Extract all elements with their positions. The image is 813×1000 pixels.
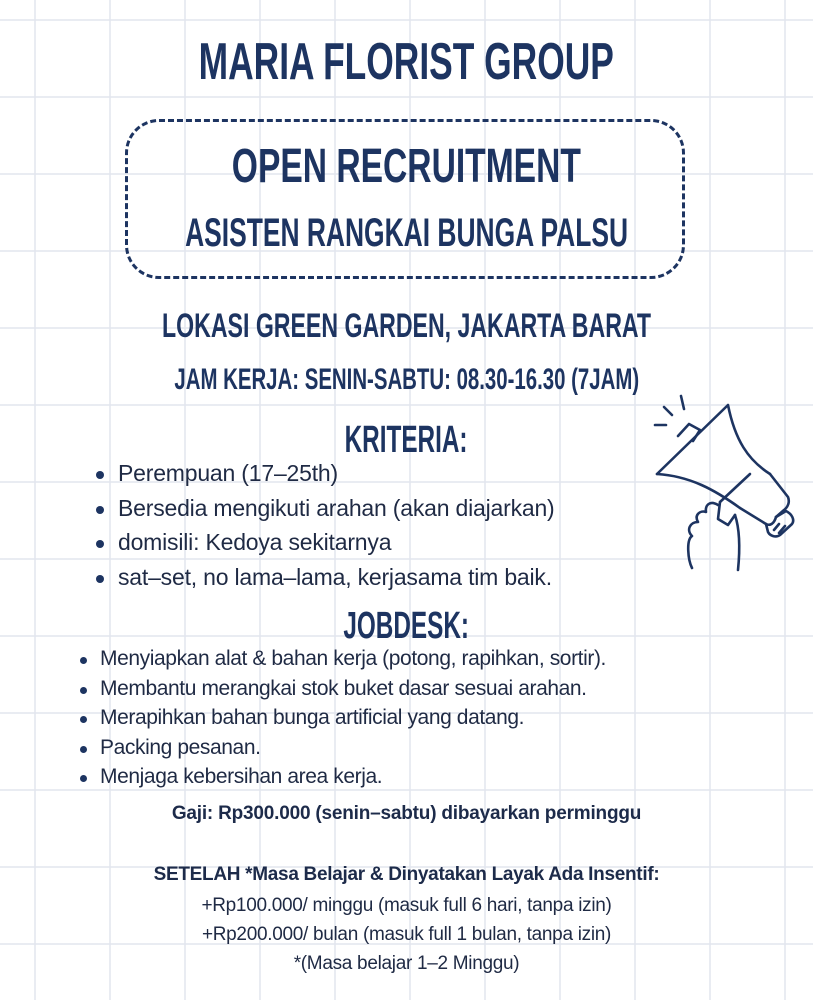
criteria-list	[96, 456, 555, 594]
criteria-item	[96, 491, 555, 526]
jobdesk-item-text: Merapihkan bahan bunga artificial yang datang.	[100, 706, 525, 729]
training-period-note: *(Masa belajar 1–2 Minggu)	[293, 953, 520, 974]
jobdesk-item	[78, 674, 606, 704]
jobdesk-item-text: Menyiapkan alat & bahan kerja (potong, rapihkan, sortir).	[100, 647, 606, 670]
position-title-text: ASISTEN RANGKAI BUNGA PALSU	[185, 211, 628, 255]
position-title	[0, 210, 813, 256]
criteria-item-text: sat–set, no lama–lama, kerjasama tim baik.	[118, 563, 552, 590]
criteria-item-text: Bersedia mengikuti arahan (akan diajarkan)	[118, 494, 555, 521]
bullet-icon	[80, 716, 87, 723]
bullet-icon	[80, 657, 87, 664]
work-hours-text: JAM KERJA: SENIN-SABTU: 08.30-16.30 (7JAM)	[174, 363, 639, 396]
jobdesk-item-text: Packing pesanan.	[100, 735, 261, 759]
criteria-item-text: domisili: Kedoya sekitarnya	[118, 529, 392, 555]
bullet-icon	[96, 471, 104, 479]
jobdesk-item	[78, 703, 606, 733]
criteria-item	[96, 560, 555, 595]
salary-line: Gaji: Rp300.000 (senin–sabtu) dibayarkan perminggu	[171, 803, 642, 824]
jobdesk-item	[78, 733, 606, 763]
bullet-icon	[80, 775, 87, 782]
jobdesk-list	[78, 644, 606, 792]
recruitment-title-text: OPEN RECRUITMENT	[231, 140, 582, 193]
location-text: LOKASI GREEN GARDEN, JAKARTA BARAT	[162, 307, 651, 345]
brand-title	[0, 34, 813, 90]
bullet-icon	[96, 540, 104, 548]
bullet-icon	[80, 746, 87, 753]
incentive-heading: SETELAH *Masa Belajar & Dinyatakan Layak Ada Insentif:	[153, 864, 660, 885]
incentive-weekly: +Rp100.000/ minggu (masuk full 6 hari, tanpa izin)	[201, 895, 612, 916]
jobdesk-heading	[0, 604, 813, 648]
criteria-item-text: Perempuan (17–25th)	[118, 460, 338, 486]
recruitment-title	[0, 141, 813, 193]
jobdesk-item-text: Menjaga kebersihan area kerja.	[100, 765, 383, 788]
jobdesk-item	[78, 644, 606, 674]
bullet-icon	[96, 575, 104, 583]
location-line	[0, 306, 813, 346]
jobdesk-heading-text: JOBDESK:	[343, 605, 470, 647]
jobdesk-item	[78, 762, 606, 792]
criteria-heading-text: KRITERIA:	[345, 419, 468, 461]
criteria-item	[96, 456, 555, 491]
megaphone-icon	[640, 385, 800, 585]
jobdesk-item-text: Membantu merangkai stok buket dasar sesuai arahan.	[100, 676, 587, 700]
brand-title-text: MARIA FLORIST GROUP	[198, 33, 615, 91]
incentive-monthly: +Rp200.000/ bulan (masuk full 1 bulan, tanpa izin)	[201, 924, 612, 945]
criteria-item	[96, 525, 555, 560]
bullet-icon	[80, 687, 87, 694]
bullet-icon	[96, 506, 104, 514]
